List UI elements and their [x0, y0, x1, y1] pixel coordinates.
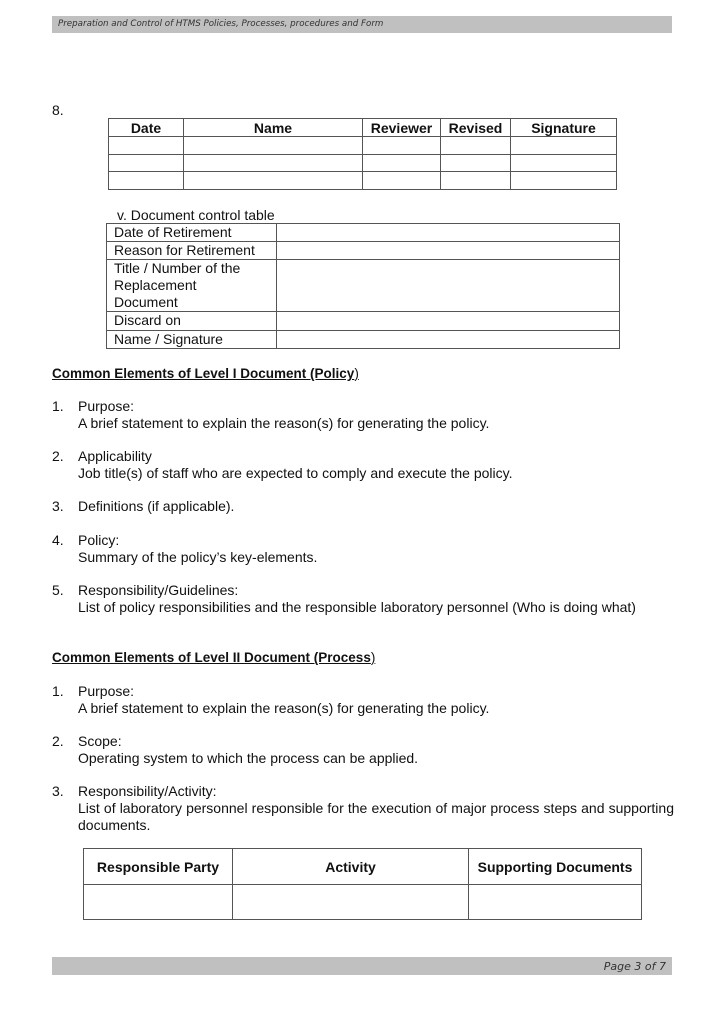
table-header-row — [109, 119, 617, 137]
item-number: 2. — [52, 733, 64, 749]
item-description: Summary of the policy’s key-elements. — [78, 549, 318, 565]
value-discard-on[interactable] — [277, 312, 620, 331]
revision-table — [108, 118, 617, 190]
table-cell[interactable] — [363, 172, 441, 190]
value-replacement-document[interactable] — [277, 260, 620, 312]
item-number: 1. — [52, 683, 64, 699]
item-description: A brief statement to explain the reason(s) for generating the policy. — [78, 700, 490, 716]
item-title: Responsibility/Activity: — [78, 783, 217, 799]
item-description: A brief statement to explain the reason(s) for generating the policy. — [78, 415, 490, 431]
header-title: Preparation and Control of HTMS Policies, Processes, procedures and Form — [58, 19, 384, 29]
table-cell[interactable] — [511, 172, 617, 190]
value-date-of-retirement[interactable] — [277, 224, 620, 242]
table-row — [109, 137, 617, 155]
responsibility-table — [83, 848, 642, 920]
table-row — [107, 224, 620, 242]
page-number: Page 3 of 7 — [603, 960, 666, 973]
level2-heading — [52, 650, 375, 665]
column-header-date: Date — [109, 119, 184, 137]
value-name-signature[interactable] — [277, 331, 620, 349]
table-row — [107, 260, 620, 312]
level2-heading-text: Common Elements of Level II Document (Process — [52, 650, 371, 665]
table-cell[interactable] — [441, 154, 511, 172]
level1-item-definitions — [52, 498, 674, 515]
level1-item-applicability — [52, 448, 674, 482]
table-cell[interactable] — [109, 154, 184, 172]
table-cell[interactable] — [363, 154, 441, 172]
level1-heading-close: ) — [354, 366, 359, 381]
level1-item-purpose — [52, 398, 674, 432]
table-cell[interactable] — [184, 154, 363, 172]
table-cell[interactable] — [184, 172, 363, 190]
table-row — [109, 172, 617, 190]
table-row — [109, 154, 617, 172]
column-header-reviewer: Reviewer — [363, 119, 441, 137]
running-footer — [52, 957, 672, 975]
level2-item-purpose — [52, 683, 674, 717]
table-cell[interactable] — [469, 885, 642, 920]
level2-heading-close: ) — [370, 650, 376, 665]
level1-heading — [52, 366, 359, 381]
table-row — [107, 312, 620, 331]
item-title: Definitions (if applicable). — [78, 498, 235, 514]
item-number: 3. — [52, 783, 64, 799]
item-title: Policy: — [78, 532, 120, 548]
document-control-table — [106, 223, 620, 349]
item-description: List of policy responsibilities and the responsible laboratory personnel (Who is doing what) — [78, 599, 636, 615]
row-label-discard-on: Discard on — [107, 312, 277, 331]
table-cell[interactable] — [441, 137, 511, 155]
running-header — [52, 16, 672, 33]
column-header-signature: Signature — [511, 119, 617, 137]
level1-item-responsibility — [52, 582, 692, 616]
item-title: Applicability — [78, 448, 152, 464]
item-description: Operating system to which the process can be applied. — [78, 750, 419, 766]
row-label-date-of-retirement: Date of Retirement — [107, 224, 277, 242]
item-description: Job title(s) of staff who are expected to comply and execute the policy. — [78, 465, 513, 481]
item-number: 4. — [52, 532, 64, 548]
document-control-caption: v. Document control table — [117, 207, 275, 223]
table-cell[interactable] — [109, 172, 184, 190]
table-cell[interactable] — [184, 137, 363, 155]
item-description: List of laboratory personnel responsible for the execution of major process steps and supporting documents. — [78, 800, 674, 833]
table-cell[interactable] — [233, 885, 469, 920]
table-row — [84, 885, 642, 920]
level2-item-scope — [52, 733, 674, 767]
item-title: Purpose: — [78, 398, 135, 414]
level2-item-responsibility — [52, 783, 674, 834]
column-header-responsible-party: Responsible Party — [84, 849, 233, 885]
table-header-row — [84, 849, 642, 885]
row-label-replacement-document: Title / Number of the Replacement Document — [107, 260, 277, 312]
item-title: Responsibility/Guidelines: — [78, 582, 239, 598]
table-row — [107, 331, 620, 349]
row-label-reason-for-retirement: Reason for Retirement — [107, 242, 277, 260]
table-cell[interactable] — [511, 154, 617, 172]
table-cell[interactable] — [84, 885, 233, 920]
table-row — [107, 242, 620, 260]
table-cell[interactable] — [363, 137, 441, 155]
column-header-name: Name — [184, 119, 363, 137]
column-header-revised: Revised — [441, 119, 511, 137]
row-label-name-signature: Name / Signature — [107, 331, 277, 349]
table-cell[interactable] — [109, 137, 184, 155]
item-number: 2. — [52, 448, 64, 464]
column-header-supporting-documents: Supporting Documents — [469, 849, 642, 885]
section-number: 8. — [52, 102, 64, 118]
item-number: 3. — [52, 498, 64, 514]
value-reason-for-retirement[interactable] — [277, 242, 620, 260]
level1-heading-text: Common Elements of Level I Document (Policy — [52, 366, 355, 381]
column-header-activity: Activity — [233, 849, 469, 885]
table-cell[interactable] — [511, 137, 617, 155]
item-number: 1. — [52, 398, 64, 414]
level1-item-policy — [52, 532, 674, 566]
item-title: Scope: — [78, 733, 122, 749]
table-cell[interactable] — [441, 172, 511, 190]
item-number: 5. — [52, 582, 64, 598]
item-title: Purpose: — [78, 683, 135, 699]
